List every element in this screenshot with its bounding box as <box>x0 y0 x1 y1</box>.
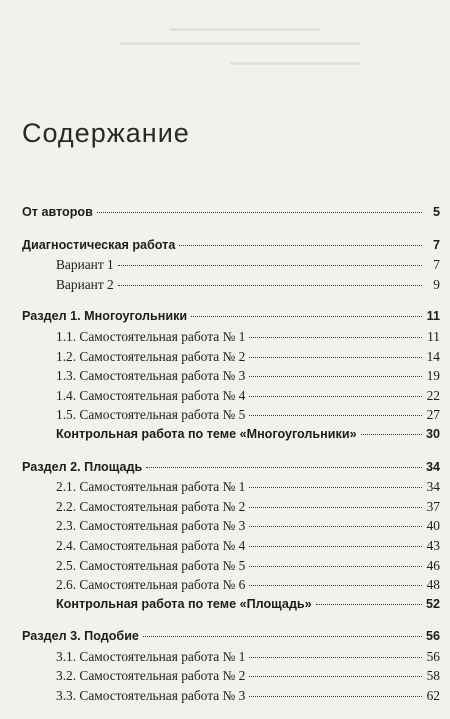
toc-entry-label: Контрольная работа по теме «Многоугольники» <box>56 426 357 441</box>
toc-page-number: 9 <box>433 276 440 292</box>
toc-entry-label: Контрольная работа по теме «Площадь» <box>56 596 312 611</box>
toc-entry <box>22 386 440 406</box>
dot-leader <box>249 376 422 377</box>
toc-entry-label: 2.4. Самостоятельная работа № 4 <box>56 537 246 553</box>
toc-entry-label: 1.1. Самостоятельная работа № 1 <box>56 328 246 344</box>
dot-leader <box>191 316 422 317</box>
toc-section <box>22 236 440 295</box>
toc-heading-entry <box>22 236 440 256</box>
dot-leader <box>97 212 422 213</box>
toc-entry-label: От авторов <box>22 205 93 219</box>
toc-page-number: 46 <box>426 557 440 573</box>
toc-entry <box>22 497 440 517</box>
toc-entry-label: Вариант 2 <box>56 276 114 292</box>
toc-entry-label: 1.4. Самостоятельная работа № 4 <box>56 387 246 403</box>
dot-leader <box>249 696 422 697</box>
toc-entry-label: 1.5. Самостоятельная работа № 5 <box>56 407 246 423</box>
toc-section <box>22 203 440 223</box>
toc-page-number: 56 <box>425 629 440 644</box>
dot-leader <box>249 526 422 527</box>
dot-leader <box>249 415 422 416</box>
toc-entry-label: 2.1. Самостоятельная работа № 1 <box>56 479 246 495</box>
toc-page-number: 11 <box>426 309 440 324</box>
table-of-contents <box>22 203 440 719</box>
toc-entry-label: 3.2. Самостоятельная работа № 2 <box>56 668 246 684</box>
toc-entry-label: 2.3. Самостоятельная работа № 3 <box>56 518 246 534</box>
dot-leader <box>316 604 422 605</box>
toc-heading-entry <box>22 458 440 478</box>
dot-leader <box>118 265 422 266</box>
toc-entry <box>22 275 440 295</box>
toc-page-number: 14 <box>426 348 440 364</box>
dot-leader <box>249 396 422 397</box>
toc-page-number: 52 <box>425 596 440 611</box>
toc-page-number: 30 <box>425 426 440 441</box>
toc-page-number: 34 <box>426 479 440 495</box>
toc-page-number: 11 <box>427 328 440 344</box>
toc-entry-label: 2.5. Самостоятельная работа № 5 <box>56 557 246 573</box>
toc-page-number: 37 <box>426 498 440 514</box>
toc-heading-entry <box>22 425 440 445</box>
dot-leader <box>249 676 422 677</box>
toc-entry <box>22 255 440 275</box>
toc-page-number: 5 <box>432 205 440 219</box>
toc-page-number: 34 <box>425 459 440 474</box>
dot-leader <box>249 546 422 547</box>
toc-heading-entry <box>22 307 440 327</box>
toc-entry <box>22 536 440 556</box>
toc-page-number: 62 <box>426 688 440 704</box>
dot-leader <box>143 636 422 637</box>
dot-leader <box>249 657 422 658</box>
toc-page-number: 27 <box>426 407 440 423</box>
toc-entry-label: Вариант 1 <box>56 257 114 273</box>
toc-page-number: 58 <box>426 668 440 684</box>
toc-entry <box>22 327 440 347</box>
dot-leader <box>118 285 422 286</box>
toc-entry <box>22 647 440 667</box>
toc-page-number: 19 <box>426 368 440 384</box>
toc-entry-label: 2.2. Самостоятельная работа № 2 <box>56 498 246 514</box>
toc-page-number: 43 <box>426 537 440 553</box>
bleed-through-text <box>80 22 390 82</box>
toc-entry-label: 1.3. Самостоятельная работа № 3 <box>56 368 246 384</box>
dot-leader <box>249 507 422 508</box>
toc-page-number: 22 <box>426 387 440 403</box>
page-title: Содержание <box>22 118 190 148</box>
toc-entry <box>22 575 440 595</box>
toc-entry <box>22 666 440 686</box>
toc-heading-entry <box>22 595 440 615</box>
dot-leader <box>249 566 422 567</box>
toc-heading-entry <box>22 627 440 647</box>
toc-entry <box>22 686 440 706</box>
dot-leader <box>361 434 422 435</box>
toc-entry-label: 3.3. Самостоятельная работа № 3 <box>56 688 246 704</box>
toc-page-number: 56 <box>426 648 440 664</box>
toc-entry-label: 3.1. Самостоятельная работа № 1 <box>56 648 246 664</box>
toc-entry-label: Раздел 1. Многоугольники <box>22 309 188 324</box>
dot-leader <box>179 245 422 246</box>
toc-entry <box>22 366 440 386</box>
dot-leader <box>146 467 422 468</box>
toc-page-number: 7 <box>432 237 440 252</box>
toc-entry-label: Раздел 3. Подобие <box>22 629 139 644</box>
toc-entry-label: Диагностическая работа <box>22 237 176 252</box>
toc-entry <box>22 477 440 497</box>
toc-entry-label: Раздел 2. Площадь <box>22 459 143 474</box>
toc-page-number: 40 <box>426 518 440 534</box>
dot-leader <box>249 487 422 488</box>
toc-section <box>22 458 440 615</box>
toc-entry <box>22 405 440 425</box>
toc-section <box>22 627 440 705</box>
toc-page-number: 7 <box>433 257 440 273</box>
toc-entry <box>22 347 440 367</box>
toc-entry-label: 2.6. Самостоятельная работа № 6 <box>56 577 246 593</box>
dot-leader <box>249 585 422 586</box>
dot-leader <box>249 357 422 358</box>
toc-page-number: 48 <box>426 577 440 593</box>
toc-entry-label: 1.2. Самостоятельная работа № 2 <box>56 348 246 364</box>
toc-heading-entry <box>22 203 440 223</box>
toc-entry <box>22 516 440 536</box>
dot-leader <box>249 337 422 338</box>
toc-section <box>22 307 440 444</box>
toc-entry <box>22 556 440 576</box>
